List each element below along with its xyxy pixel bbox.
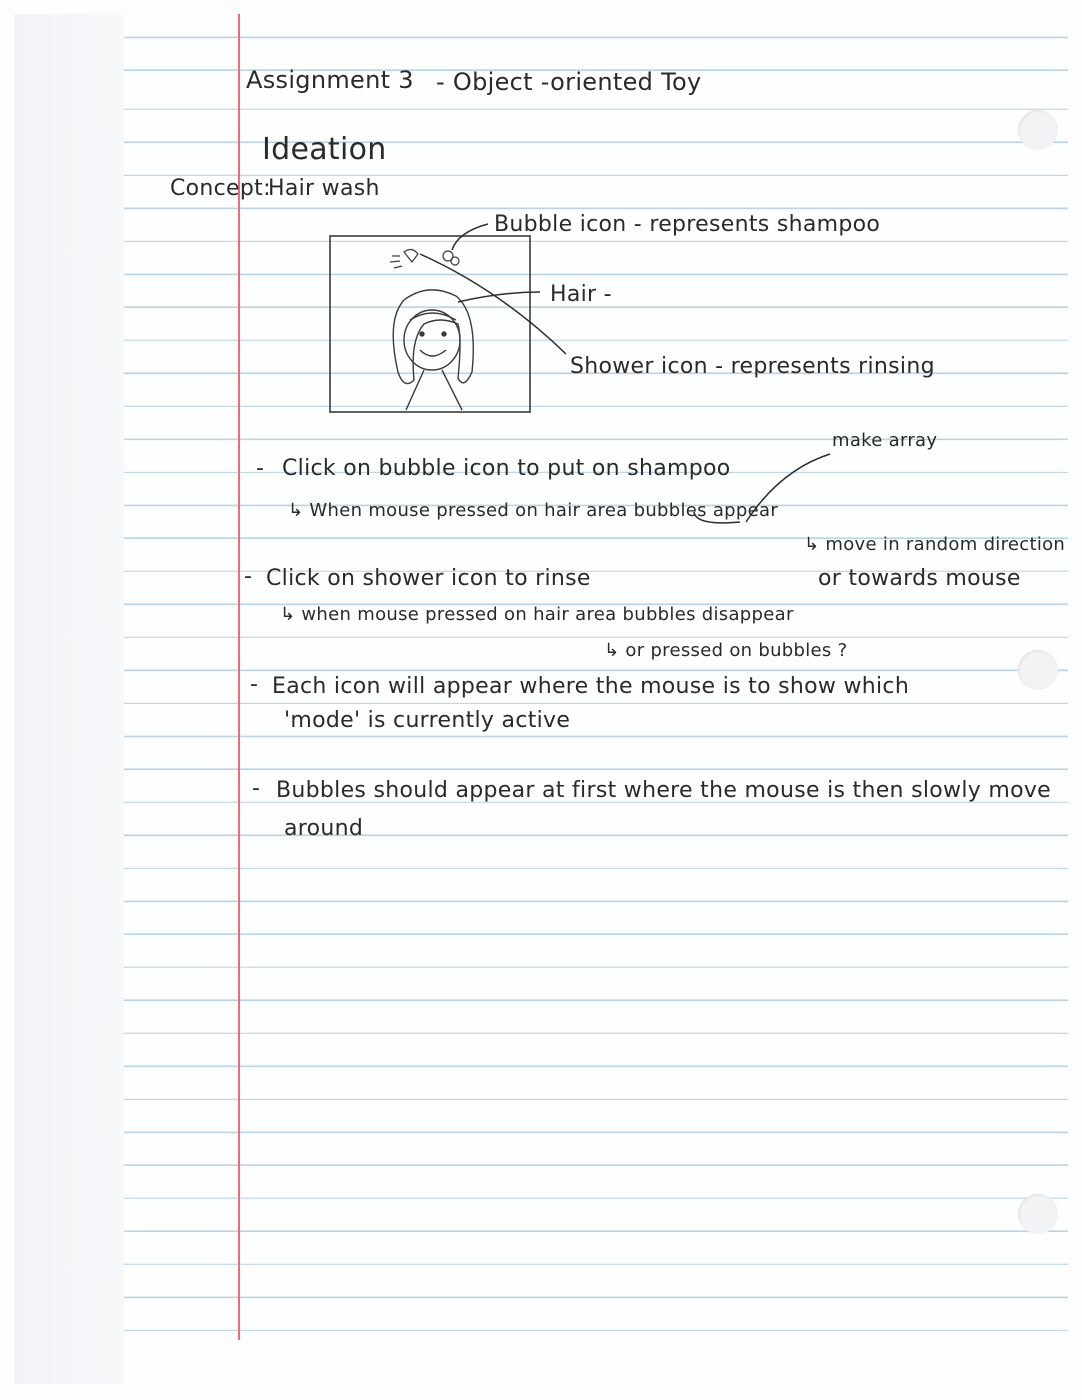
assignment-subtitle: - Object -oriented Toy — [436, 68, 702, 96]
section-heading: Ideation — [262, 132, 387, 167]
bullet-4: - — [252, 776, 260, 801]
note-2-sub: ↳ when mouse pressed on hair area bubbles disappear — [280, 604, 794, 625]
note-2-sub2: ↳ or pressed on bubbles ? — [604, 640, 848, 661]
hair-label: Hair - — [550, 282, 612, 307]
shower-icon-label: Shower icon - represents rinsing — [570, 354, 935, 379]
note-4-cont: around — [284, 816, 364, 841]
note-3-cont: 'mode' is currently active — [284, 708, 571, 733]
concept-label: Concept: — [170, 176, 271, 201]
note-1-aside-top: make array — [832, 430, 938, 451]
bullet-3: - — [250, 672, 258, 697]
note-1-aside-sub2: or towards mouse — [818, 566, 1021, 591]
note-1-text: Click on bubble icon to put on shampoo — [282, 456, 731, 481]
note-1-aside-sub: ↳ move in random direction — [804, 534, 1066, 555]
bubble-icon — [443, 251, 459, 265]
shower-icon — [390, 249, 418, 268]
assignment-title: Assignment 3 — [246, 66, 414, 94]
note-3-text: Each icon will appear where the mouse is to show which — [272, 674, 910, 699]
note-2-text: Click on shower icon to rinse — [266, 566, 591, 591]
bubble-icon-label: Bubble icon - represents shampoo — [494, 212, 881, 237]
concept-value: Hair wash — [268, 176, 380, 201]
character-figure — [393, 290, 473, 410]
note-1-sub: ↳ When mouse pressed on hair area bubbles appear — [288, 500, 779, 521]
bullet-1: - — [256, 456, 264, 481]
note-4-text: Bubbles should appear at first where the mouse is then slowly move — [276, 778, 1051, 803]
bullet-2: - — [244, 564, 252, 589]
sketch-frame — [330, 236, 530, 412]
